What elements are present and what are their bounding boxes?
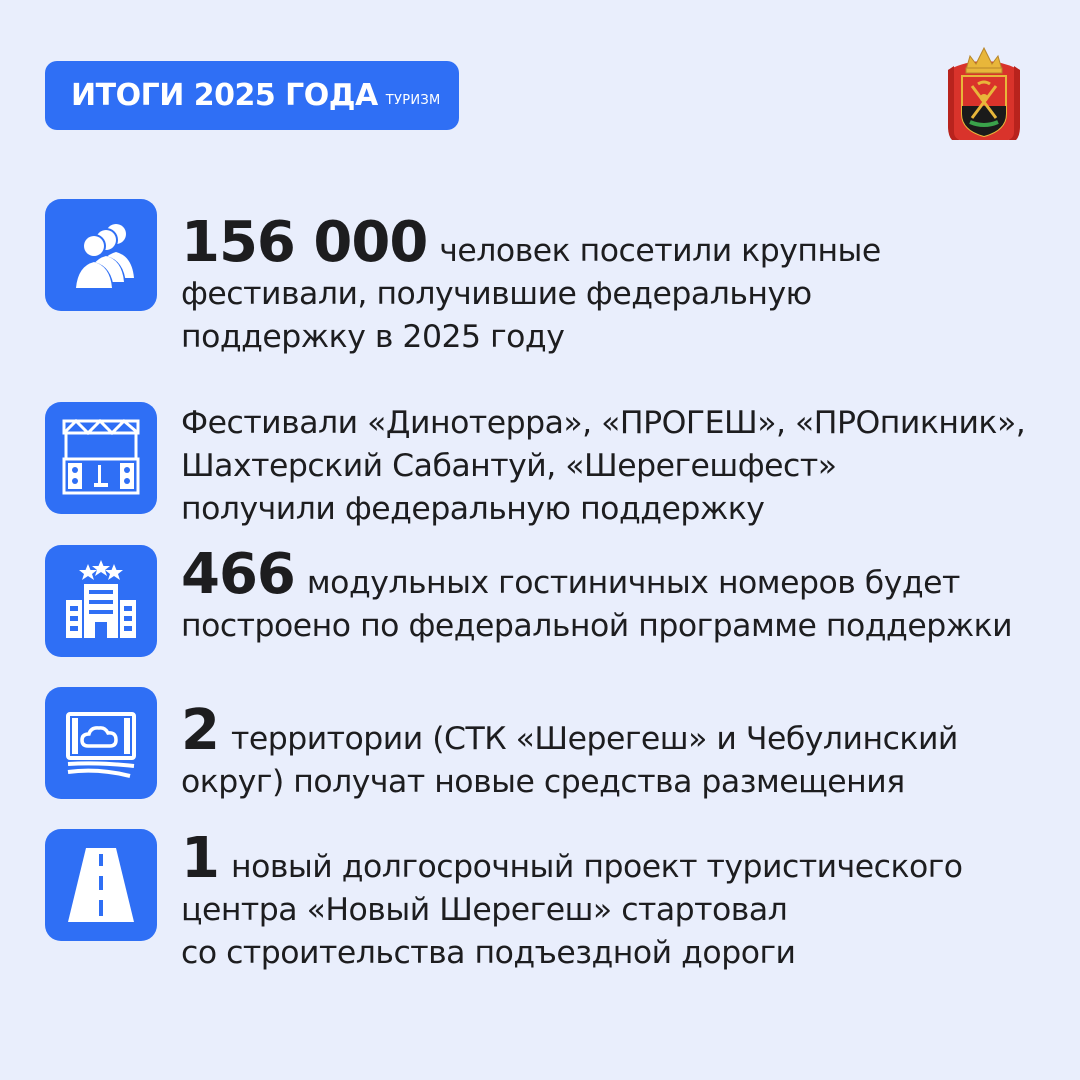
stat-number: 2: [181, 698, 219, 763]
people-icon: [45, 199, 157, 311]
stat-line: Шахтерский Сабантуй, «Шерегешфест»: [181, 448, 837, 484]
stat-item-hotel-rooms: [45, 542, 1013, 657]
stat-line: построено по федеральной программе поддержки: [181, 608, 1013, 644]
stat-item-project: [45, 826, 963, 975]
stage-icon: [45, 402, 157, 514]
stat-item-territories: [45, 687, 958, 804]
stat-number: 466: [181, 542, 295, 607]
stat-line: фестивали, получившие федеральную: [181, 276, 812, 312]
road-icon: [45, 829, 157, 941]
stat-line: модульных гостиничных номеров будет: [306, 565, 960, 601]
stat-line: округ) получат новые средства размещения: [181, 764, 905, 800]
stat-line: территории (СТК «Шерегеш» и Чебулинский: [230, 721, 958, 757]
stat-number: 156 000: [181, 210, 428, 275]
stat-text: [181, 826, 963, 975]
stat-line: Фестивали «Динотерра», «ПРОГЕШ», «ПРОпикник»,: [181, 405, 1026, 441]
hotel-icon: [45, 545, 157, 657]
stat-item-festivals: [45, 402, 1025, 531]
stat-number: 1: [181, 826, 219, 891]
coat-of-arms-icon: [944, 42, 1024, 146]
stat-line: центра «Новый Шерегеш» стартовал: [181, 892, 788, 928]
stat-line: поддержку в 2025 году: [181, 319, 565, 355]
stat-text: [181, 542, 1013, 648]
stat-line: новый долгосрочный проект туристического: [230, 849, 963, 885]
stat-line: получили федеральную поддержку: [181, 491, 765, 527]
header-title: ИТОГИ 2025 ГОДА: [71, 78, 378, 113]
header-badge: [45, 61, 459, 130]
stat-line: со строительства подъездной дороги: [181, 935, 796, 971]
stat-text: [181, 402, 1025, 531]
stat-line: человек посетили крупные: [439, 233, 881, 269]
stat-item-visitors: [45, 199, 881, 359]
header-tag: ТУРИЗМ: [385, 93, 441, 108]
map-territory-icon: [45, 687, 157, 799]
stat-text: [181, 698, 958, 804]
stat-text: [181, 210, 881, 359]
